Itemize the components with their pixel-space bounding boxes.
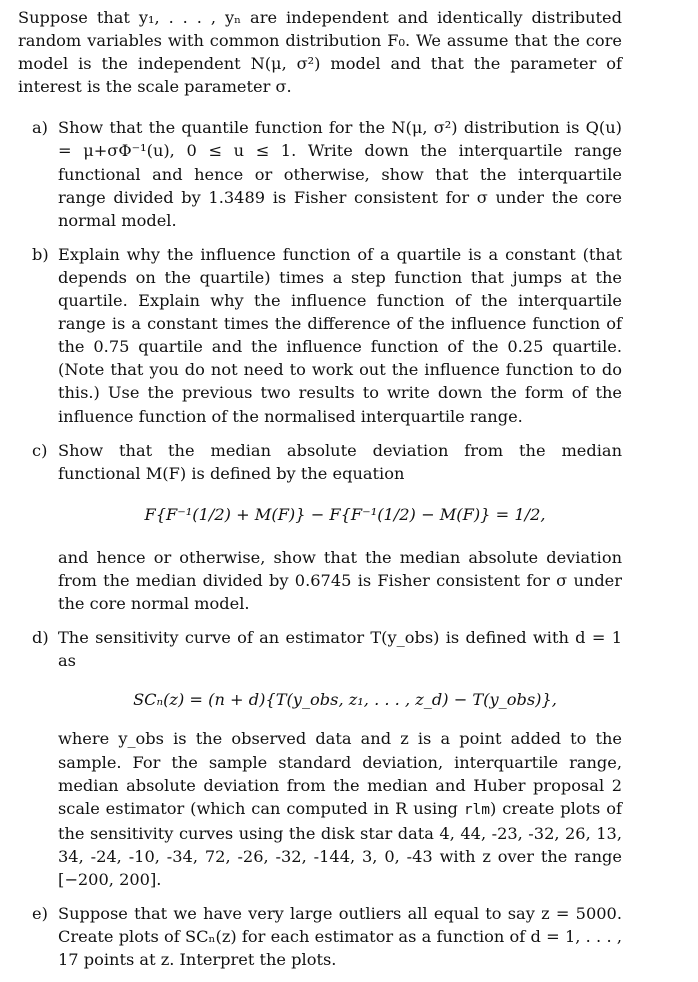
question-d-equation: SCₙ(z) = (n + d){T(y_obs, z₁, . . . , z_d) − T(y_obs)}, xyxy=(133,690,557,710)
question-c xyxy=(18,439,622,616)
question-c-text: Show that the median absolute deviation from the median functional M(F) is defined by the equation xyxy=(58,440,622,483)
question-e-text: Suppose that we have very large outliers all equal to say z = 5000. Create plots of SCₙ(z) for each estimator as a function of d = 1, . . . , 17 points at z. Interpret the plots. xyxy=(58,904,622,970)
question-e xyxy=(18,902,622,971)
question-b-label: b) xyxy=(32,244,49,264)
question-c-text-after: and hence or otherwise, show that the median absolute deviation from the median divided by 0.6745 is Fisher consistent for σ under the core normal model. xyxy=(58,547,622,614)
intro-paragraph: Suppose that y₁, . . . , yₙ are independent and identically distributed random variables with common distribution F₀. We assume that the core model is the independent N(μ, σ²) model and that the parameter of interest is the scale parameter σ. xyxy=(18,8,622,97)
question-list xyxy=(18,116,622,971)
question-d-text-after-part1: where y_obs is the observed data and z is a point added to the sample. For the sample standard deviation, interquartile range, median absolute deviation from the median and Huber proposal 2 scale estimator (which can computed in R using xyxy=(58,729,622,818)
question-a-text: Show that the quantile function for the N(μ, σ²) distribution is Q(u) = μ+σΦ⁻¹(u), 0 ≤ u ≤ 1. Write down the interquartile range functional and hence or otherwise, show that the interquartile range divided by 1.3489 is Fisher consistent for σ under the core normal model. xyxy=(58,118,622,230)
question-a-label: a) xyxy=(32,118,48,138)
question-a xyxy=(18,116,622,231)
rlm-code: rlm xyxy=(463,801,491,818)
question-d-text: The sensitivity curve of an estimator T(y_obs) is defined with d = 1 as xyxy=(58,628,622,671)
exercise-page xyxy=(18,6,622,982)
question-d-label: d) xyxy=(32,628,49,648)
question-e-label: e) xyxy=(32,904,48,924)
question-b-text: Explain why the influence function of a quartile is a constant (that depends on the quartile) times a step function that jumps at the quartile. Explain why the influence function of the interquartile range is a constant times the difference of the influence function of the 0.75 quartile and the influence function of the 0.25 quartile. (Note that you do not need to work out the influence function to do this.) Use the previous two results to write down the form of the influence function of the normalised interquartile range. xyxy=(58,244,622,426)
question-d-text-after-part2: ) create plots of the sensitivity curves using the disk star data 4, 44, -23, -32, 26, 13, 34, -24, -10, -34, 72, -26, -32, -144, 3, 0, -43 with z over the range [−200, 200]. xyxy=(58,798,622,889)
question-c-equation: F{F⁻¹(1/2) + M(F)} − F{F⁻¹(1/2) − M(F)} = 1/2, xyxy=(144,504,546,524)
question-b xyxy=(18,243,622,428)
question-d-text-after xyxy=(58,727,622,891)
question-c-label: c) xyxy=(32,440,48,460)
question-d xyxy=(18,626,622,891)
